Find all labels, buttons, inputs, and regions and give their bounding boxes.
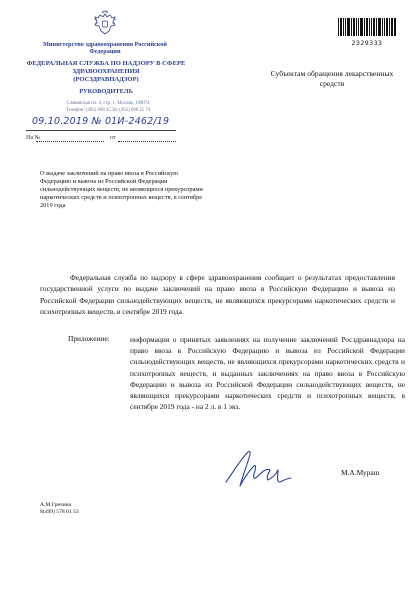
letter-subject: О выдаче заключений на право ввоза в Российскую Федерацию и вывоза из Российской Федерации сильнодействующих веществ, не являющихся прекурсорами наркотических средств и психотропных веществ, в сентябре 2019 года (40, 170, 203, 209)
head-title: РУКОВОДИТЕЛЬ (79, 88, 133, 95)
address-block (28, 101, 188, 114)
phone-line: Телефон: (495) 698 45 38; (495) 698 15 74 (65, 107, 151, 113)
underline (26, 130, 176, 131)
reference-number-label: На № (26, 135, 41, 141)
address-line: Славянская пл. 4, стр. 1, Москва, 109074 (66, 101, 150, 106)
executor-phone: 8(499) 578 01 53 (40, 509, 79, 516)
service-abbreviation: (РОСЗДРАВНАДЗОР) (73, 76, 139, 83)
reference-number-field (36, 141, 104, 142)
barcode-number: 2329333 (351, 39, 383, 47)
reference-date-label: от (110, 135, 116, 141)
service-full-name: ФЕДЕРАЛЬНАЯ СЛУЖБА ПО НАДЗОРУ В СФЕРЕ ЗДРАВООХРАНЕНИЯ (26, 60, 186, 75)
registration-date-number (26, 118, 176, 132)
handwritten-signature (218, 448, 293, 490)
reference-line (26, 135, 176, 141)
appendix-label: Приложение: (68, 334, 110, 343)
registration-number: № 01И-2462/19 (91, 116, 170, 127)
recipient: Субъектам обращения лекарственных средств (270, 69, 394, 88)
appendix-text: информация о принятых заявлениях на получение заключений Росздравнадзора на право ввоза в Российскую Федерацию и вывоза из Российской Федерации сильнодействующих веществ, не являющихся прекурсорами наркотических средств и психотропных веществ, и выданных заключениях на право ввоза в Российскую Федерацию и вывоза из Российской Федерации сильнодействующих веществ, не являющихся прекурсорами наркотических средств и психотропных веществ, в сентябре 2019 года - на 2 л. в 1 экз. (130, 335, 405, 412)
reference-date-field (118, 141, 176, 142)
executor-name: А.М.Гречина (40, 502, 72, 508)
handwritten-registration (32, 116, 169, 127)
body-paragraph: Федеральная служба по надзору в сфере здравоохранения сообщает о результатах предоставления государственной услуги по выдаче заключений на право ввоза в Российскую Федерацию и вывоза из Российской Федерации сильнодействующих веществ, не являющихся прекурсорами наркотических средств и психотропных веществ, в сентябре 2019 года. (40, 273, 395, 316)
signer-name: М.А.Мураш (341, 468, 380, 477)
barcode (338, 18, 396, 36)
ministry-name: Министерство здравоохранения Российской Федерации (43, 41, 167, 55)
executor-block (40, 502, 79, 517)
service-name (22, 60, 190, 84)
registration-date: 09.10.2019 (32, 116, 89, 127)
coat-of-arms-emblem (92, 10, 118, 38)
